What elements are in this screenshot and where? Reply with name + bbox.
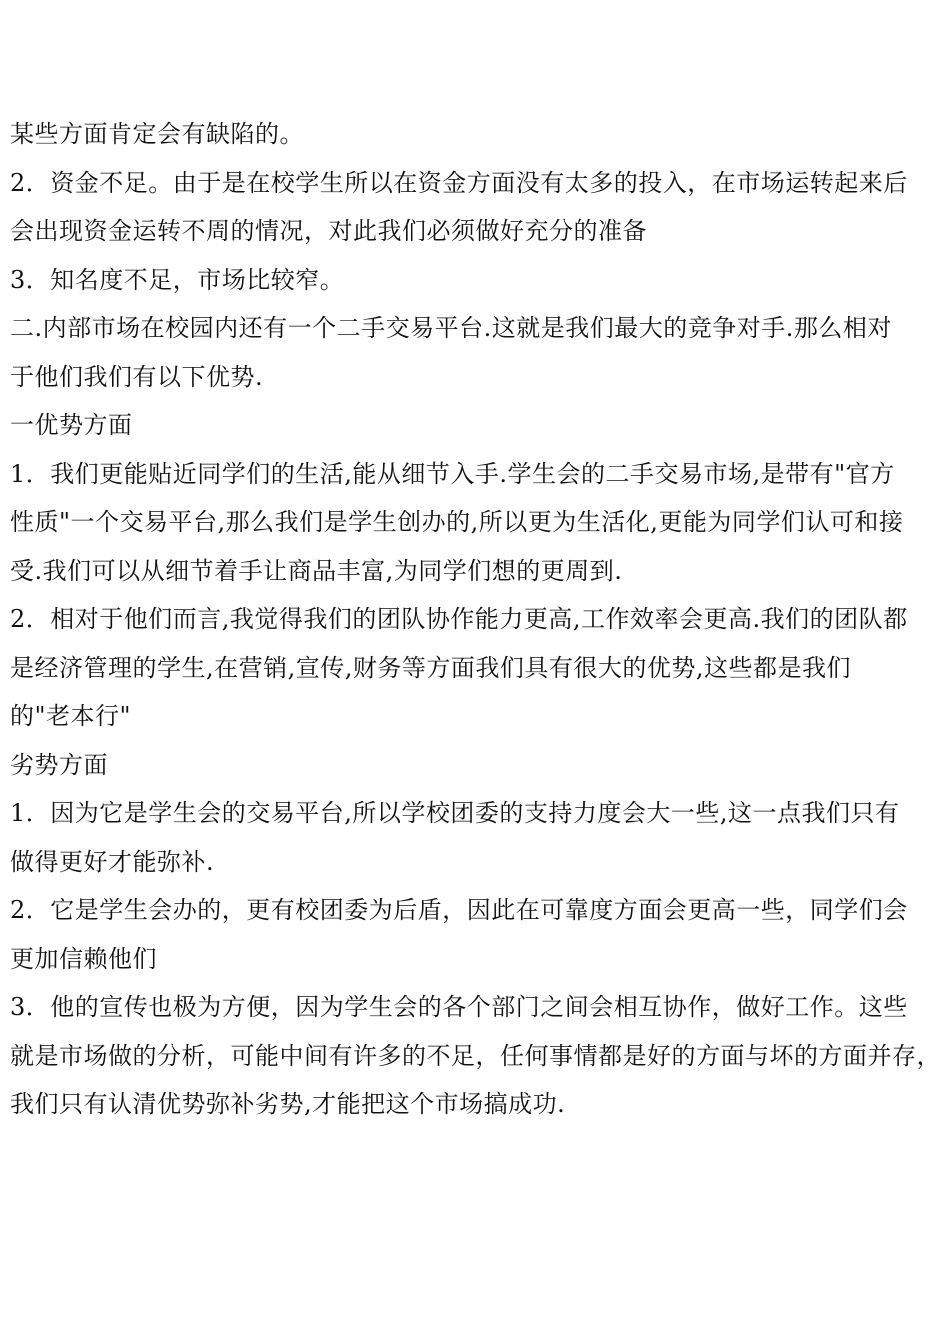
text-line: 是经济管理的学生,在营销,宣传,财务等方面我们具有很大的优势,这些都是我们 [10,653,852,682]
text-line: 1．因为它是学生会的交易平台,所以学校团委的支持力度会大一些,这一点我们只有 [10,799,900,827]
text-line: 某些方面肯定会有缺陷的。 [10,120,304,148]
text-line: 2．资金不足。由于是在校学生所以在资金方面没有太多的投入，在市场运转起来后 [10,168,908,197]
text-line: 我们只有认清优势弥补劣势,才能把这个市场搞成功. [10,1090,566,1118]
text-line: 就是市场做的分析，可能中间有许多的不足，任何事情都是好的方面与坏的方面并存， [10,1041,941,1070]
text-line: 3．他的宣传也极为方便，因为学生会的各个部门之间会相互协作，做好工作。这些 [10,993,908,1021]
section-heading: 一优势方面 [10,411,133,439]
text-line: 的"老本行" [10,702,132,730]
text-line: 二.内部市场在校园内还有一个二手交易平台.这就是我们最大的竞争对手.那么相对 [10,314,892,342]
text-line: 做得更好才能弥补. [10,847,215,876]
text-line: 于他们我们有以下优势. [10,362,264,391]
document-body [10,110,945,1129]
text-line: 受.我们可以从细节着手让商品丰富,为同学们想的更周到. [10,556,623,585]
text-line: 2．它是学生会办的，更有校团委为后盾，因此在可靠度方面会更高一些，同学们会 [10,896,908,924]
text-line: 2．相对于他们而言,我觉得我们的团队协作能力更高,工作效率会更高.我们的团队都 [10,605,908,633]
text-line: 性质"一个交易平台,那么我们是学生创办的,所以更为生活化,更能为同学们认可和接 [10,508,904,536]
text-line: 更加信赖他们 [10,944,157,973]
text-line: 会出现资金运转不周的情况，对此我们必须做好充分的准备 [10,217,647,245]
section-heading: 劣势方面 [10,750,108,779]
text-line: 1．我们更能贴近同学们的生活,能从细节入手.学生会的二手交易市场,是带有"官方 [10,459,895,488]
text-line: 3．知名度不足，市场比较窄。 [10,265,345,294]
